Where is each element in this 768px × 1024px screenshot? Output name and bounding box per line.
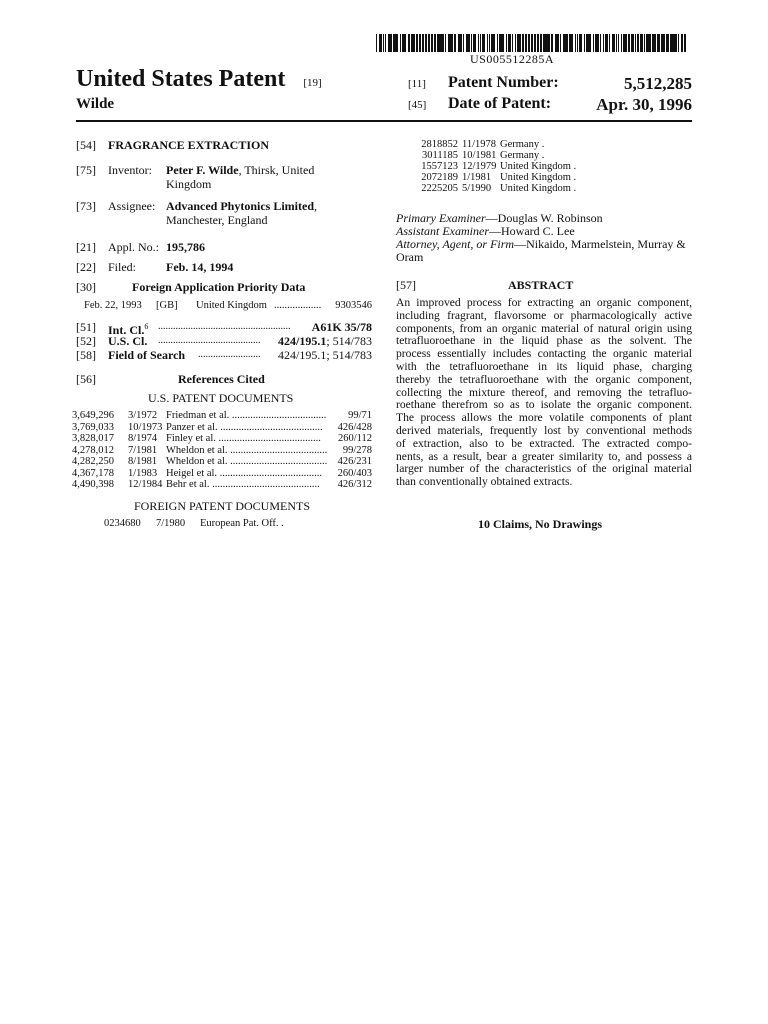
title-code: [19] [303,77,322,89]
reference-num: 3,828,017 [72,433,114,444]
barcode-bar [548,34,549,52]
assignee-name: Advanced Phytonics Limited [166,199,315,213]
foreign-date: 7/1980 [156,518,186,529]
intcl-sup: 6 [144,322,149,331]
barcode-bar [408,34,411,52]
abstract-line: derived materials, frequently lost by conventional methods [396,423,692,437]
reference-date: 7/1981 [128,444,158,456]
field-code: [30] [76,280,96,294]
attorney-label: Attorney, Agent, or Firm [396,237,515,251]
priority-row [84,300,372,312]
filed-date: Feb. 14, 1994 [166,260,234,274]
us-reference-row [72,433,372,445]
barcode-bar [551,34,554,52]
abstract-heading: ABSTRACT [508,278,574,292]
barcode-bar [402,34,403,52]
barcode-bar [579,34,582,52]
patent-number-label: Patent Number: [448,74,559,91]
abstract-line: with the tetrafluoroethane in its liquid phase, charging [396,359,692,373]
barcode-bar [566,34,567,52]
barcode-bar [589,34,590,52]
title-text: United States Patent [76,66,286,92]
reference-cls: 426/428 [337,421,372,433]
priority-dots: .................. [274,300,322,311]
inventor-label: Inventor: [108,163,152,177]
reference-name: Wheldon et al. ..................................... [166,456,328,467]
abstract-line: process essentially includes contacting the organic material [396,347,692,361]
abstract-line: The process allows the more volatile components of plant [396,411,692,425]
reference-cls: 260/112 [337,433,372,444]
inventor-location: , Thirsk, United [238,163,315,177]
foreign-reference-date: 10/1981 [462,150,497,161]
barcode-bar [684,34,685,52]
barcode-bar [376,34,377,52]
inventor-line2: Kingdom [166,177,212,191]
barcode-bar [654,34,655,52]
field-58 [76,348,372,362]
reference-num: 4,278,012 [72,444,114,456]
barcode-bar [451,34,452,52]
patent-number-code: [11] [408,78,426,90]
priority-heading: Foreign Application Priority Data [132,280,306,294]
barcode-bar [515,34,516,52]
us-reference-row [72,410,372,422]
barcode-bar [431,34,434,52]
barcode-bar [586,34,589,52]
assignee-value [166,199,317,213]
foreign-reference-country: United Kingdom . [500,183,577,194]
reference-name: Heigel et al. ....................................... [166,467,323,479]
reference-cls: 426/312 [337,479,372,490]
barcode-bar [428,34,429,52]
assignee-label: Assignee: [108,199,156,213]
barcode-bar [517,34,521,52]
barcode-bar [385,34,386,52]
barcode-bar [480,34,481,52]
abstract-line: thereby the tetrafluoroethane with the organic component, [396,372,692,386]
foreign-reference-date: 5/1990 [462,183,492,194]
reference-num: 3,649,296 [72,410,114,421]
field-code: [52] [76,334,96,348]
reference-name: Panzer et al. ....................................... [166,421,323,433]
patent-date-label: Date of Patent: [448,95,552,112]
barcode-bar [569,34,573,52]
patent-date: Apr. 30, 1996 [596,95,692,114]
barcode-bar [491,34,495,52]
intcl-value: A61K 35/78 [311,320,372,334]
intcl-label-text: Int. Cl. [108,323,145,337]
foreign-reference-num: 3011185 [422,150,458,161]
patent-number: 5,512,285 [624,74,692,93]
barcode-bar [600,34,601,52]
inventor-value [166,163,314,177]
reference-name: Friedman et al. .................................... [166,410,327,421]
us-reference-row [72,456,372,468]
field-22 [76,260,234,274]
claims-summary: 10 Claims, No Drawings [478,517,603,531]
abstract-line: including fragrant, flavorsome or pharmacologically active [396,308,692,322]
uscl-primary: 424/195.1 [277,334,327,348]
barcode-bar [628,34,629,52]
primary-label: Primary Examiner [396,211,486,225]
barcode-bar [388,34,392,52]
assignee-comma: , [314,199,318,213]
assistant-label: Assistant Examiner [396,224,489,238]
barcode-bar [482,34,485,52]
reference-date: 12/1984 [128,479,163,490]
foreign-reference-row [404,150,624,161]
barcode-bar [646,34,650,52]
barcode-bar [670,34,671,52]
inventor-name: Peter F. Wilde [166,163,239,177]
barcode-bar [605,34,608,52]
reference-num: 4,367,178 [72,467,114,479]
barcode-bar [555,34,556,52]
abstract-line: tetrafluoroethane in the liquid phase as the solvent. The [396,334,692,348]
foreign-reference-row [404,139,624,150]
barcode-bar [445,34,446,52]
abstract-heading-row [396,278,692,292]
us-reference-row [72,479,372,491]
barcode-bar [422,34,425,52]
barcode-bar [489,34,490,52]
filed-label: Filed: [108,260,137,274]
foreign-reference-date: 11/1978 [462,139,497,150]
field-code: [54] [76,138,96,152]
foreign-reference-row [404,161,624,172]
foreign-reference-num: 2818852 [421,139,458,150]
field-code: [21] [76,240,96,254]
patent-date-code: [45] [408,99,427,111]
barcode-bar [531,34,532,52]
patent-number-row [408,74,692,94]
foreign-reference-country: United Kingdom . [500,172,577,183]
us-reference-row [72,468,372,480]
barcode-bar [595,34,599,52]
barcode-bar [623,34,627,52]
barcode-bar [657,34,660,52]
barcode-bar [672,34,676,52]
references-heading: References Cited [178,372,265,386]
field-code: [58] [76,348,96,362]
field-75 [76,163,376,191]
abstract-line: roethane therefrom so as to isolate the organic component. [396,398,692,412]
barcode-bar [640,34,643,52]
us-patent-heading: U.S. PATENT DOCUMENTS [148,391,294,405]
foreign-reference-date: 1/1981 [462,172,492,183]
field-51 [76,320,372,337]
barcode-bar [560,34,561,52]
barcode-bar [442,34,443,52]
barcode-bar [534,34,535,52]
barcode-bar [458,34,459,52]
field-73 [76,199,376,227]
reference-num: 4,282,250 [72,456,114,467]
barcode [376,34,690,52]
foreign-num: 0234680 [104,518,141,529]
barcode-bar [635,34,636,52]
foreign-reference-country: Germany . [500,150,545,161]
field-21 [76,240,205,254]
reference-date: 1/1983 [128,467,158,479]
barcode-bar [609,34,610,52]
barcode-bar [463,34,464,52]
barcode-bar [497,34,498,52]
foreign-reference-row [404,172,624,183]
foreign-heading: FOREIGN PATENT DOCUMENTS [134,499,311,513]
assistant-value: —Howard C. Lee [489,224,575,238]
field-code: [56] [76,372,96,386]
barcode-bar [499,34,500,52]
foreign-first-row [104,518,344,530]
field-code: [22] [76,260,96,274]
priority-cc: [GB] [156,300,178,311]
barcode-bar [577,34,578,52]
barcode-bar [512,34,513,52]
foreign-references-list [404,139,644,199]
reference-name: Behr et al. ......................................... [166,479,320,490]
barcode-bar [466,34,470,52]
uscl-dots: ......................................... [158,335,261,346]
search-label: Field of Search [108,348,186,362]
barcode-bar [522,34,523,52]
barcode-bar [663,34,664,52]
barcode-bar [540,34,541,52]
barcode-bar [557,34,558,52]
barcode-bar [584,34,585,52]
barcode-bar [616,34,617,52]
barcode-bar [543,34,547,52]
barcode-bar [506,34,507,52]
field-54 [76,138,270,152]
reference-cls: 426/231 [337,456,372,467]
field-30 [76,280,306,294]
patent-title [76,66,322,93]
reference-cls: 99/71 [348,410,372,421]
abstract-line: than conventionally obtained extracts. [396,475,573,489]
barcode-bar [678,34,679,52]
attorney-line2: Oram [396,250,424,264]
priority-country: United Kingdom [196,300,267,311]
barcode-bar [528,34,531,52]
reference-name: Finley et al. ....................................... [166,433,321,444]
inventor-surname: Wilde [76,96,115,112]
reference-name: Wheldon et al. ..................................... [166,444,328,456]
assistant-examiner [396,224,575,238]
barcode-bar [525,34,526,52]
attorney-value: —Nikaido, Marmelstein, Murray & [514,237,686,251]
appl-number: 195,786 [166,240,205,254]
uscl-value [278,334,372,348]
barcode-bar [487,34,488,52]
barcode-bar [563,34,566,52]
barcode-bar [478,34,479,52]
barcode-bar [612,34,615,52]
header-rule [76,120,692,122]
us-reference-row [72,422,372,434]
barcode-number: US005512285A [470,52,555,66]
patent-date-row [408,95,692,115]
abstract-line: collecting the mixture thereof, and removing the tetrafluo- [396,385,692,399]
uscl-label: U.S. Cl. [108,334,148,348]
abstract-line: nents, as a result, bear a greater similarity to, and possess a [396,449,692,463]
barcode-bar [661,34,662,52]
primary-examiner [396,211,603,225]
foreign-country: European Pat. Off. . [200,518,284,529]
barcode-bar [400,34,401,52]
us-reference-row [72,445,372,457]
barcode-bar [508,34,511,52]
foreign-reference-date: 12/1979 [462,161,497,172]
priority-number: 9303546 [335,300,372,311]
barcode-bar [631,34,634,52]
appl-label: Appl. No.: [108,240,159,254]
abstract-text [396,297,692,489]
barcode-bar [383,34,384,52]
barcode-bar [434,34,435,52]
reference-date: 8/1981 [128,456,158,467]
foreign-reference-country: Germany . [500,139,545,150]
search-value: 424/195.1; 514/783 [277,348,372,362]
barcode-bar [379,34,382,52]
reference-date: 3/1972 [128,410,158,421]
barcode-bar [644,34,645,52]
field-52 [76,334,372,348]
foreign-reference-num: 1557123 [421,161,458,172]
foreign-reference-country: United Kingdom . [500,161,577,172]
uscl-secondary: ; 514/783 [326,334,372,348]
barcode-bar [575,34,576,52]
barcode-bar [593,34,594,52]
barcode-bar [501,34,504,52]
intcl-dots: ..................................................... [158,321,291,332]
reference-num: 4,490,398 [72,479,114,490]
invention-title: FRAGRANCE EXTRACTION [108,138,270,152]
barcode-bar [393,34,394,52]
barcode-bar [419,34,420,52]
barcode-bar [437,34,441,52]
barcode-bar [460,34,461,52]
abstract-line: components, from an organic material of natural origin using [396,321,692,335]
barcode-bar [537,34,540,52]
abstract-line: of extraction, also to be extracted. The extracted compo- [396,436,692,450]
barcode-bar [471,34,472,52]
field-code: [73] [76,199,96,213]
abstract-line: An improved process for extracting an organic component, [396,296,692,309]
barcode-bar [666,34,669,52]
search-dots: ......................... [198,349,260,360]
attorney [396,237,686,251]
barcode-bar [618,34,619,52]
barcode-bar [603,34,604,52]
barcode-bar [395,34,398,52]
abstract-line: larger number of the characteristics of the original material [396,462,692,476]
reference-num: 3,769,033 [72,421,114,433]
abstract-code: [57] [396,278,416,292]
foreign-reference-num: 2072189 [421,172,458,183]
reference-cls: 260/403 [337,467,372,479]
barcode-bar [681,34,684,52]
us-references-list [72,410,372,494]
barcode-bar [425,34,426,52]
barcode-bar [621,34,622,52]
field-code: [51] [76,320,96,334]
foreign-reference-row [404,183,624,194]
primary-value: —Douglas W. Robinson [485,211,603,225]
field-56 [76,372,265,386]
barcode-bar [448,34,451,52]
barcode-bar [454,34,457,52]
field-code: [75] [76,163,96,177]
assignee-line2: Manchester, England [166,213,268,227]
barcode-bar [652,34,653,52]
reference-cls: 99/278 [342,444,372,456]
barcode-bar [473,34,476,52]
reference-date: 10/1973 [128,421,163,433]
barcode-bar [404,34,405,52]
barcode-bar [411,34,415,52]
reference-date: 8/1974 [128,433,158,444]
priority-date: Feb. 22, 1993 [84,300,142,311]
barcode-bar [416,34,417,52]
foreign-reference-num: 2225205 [421,183,458,194]
barcode-bar [637,34,638,52]
